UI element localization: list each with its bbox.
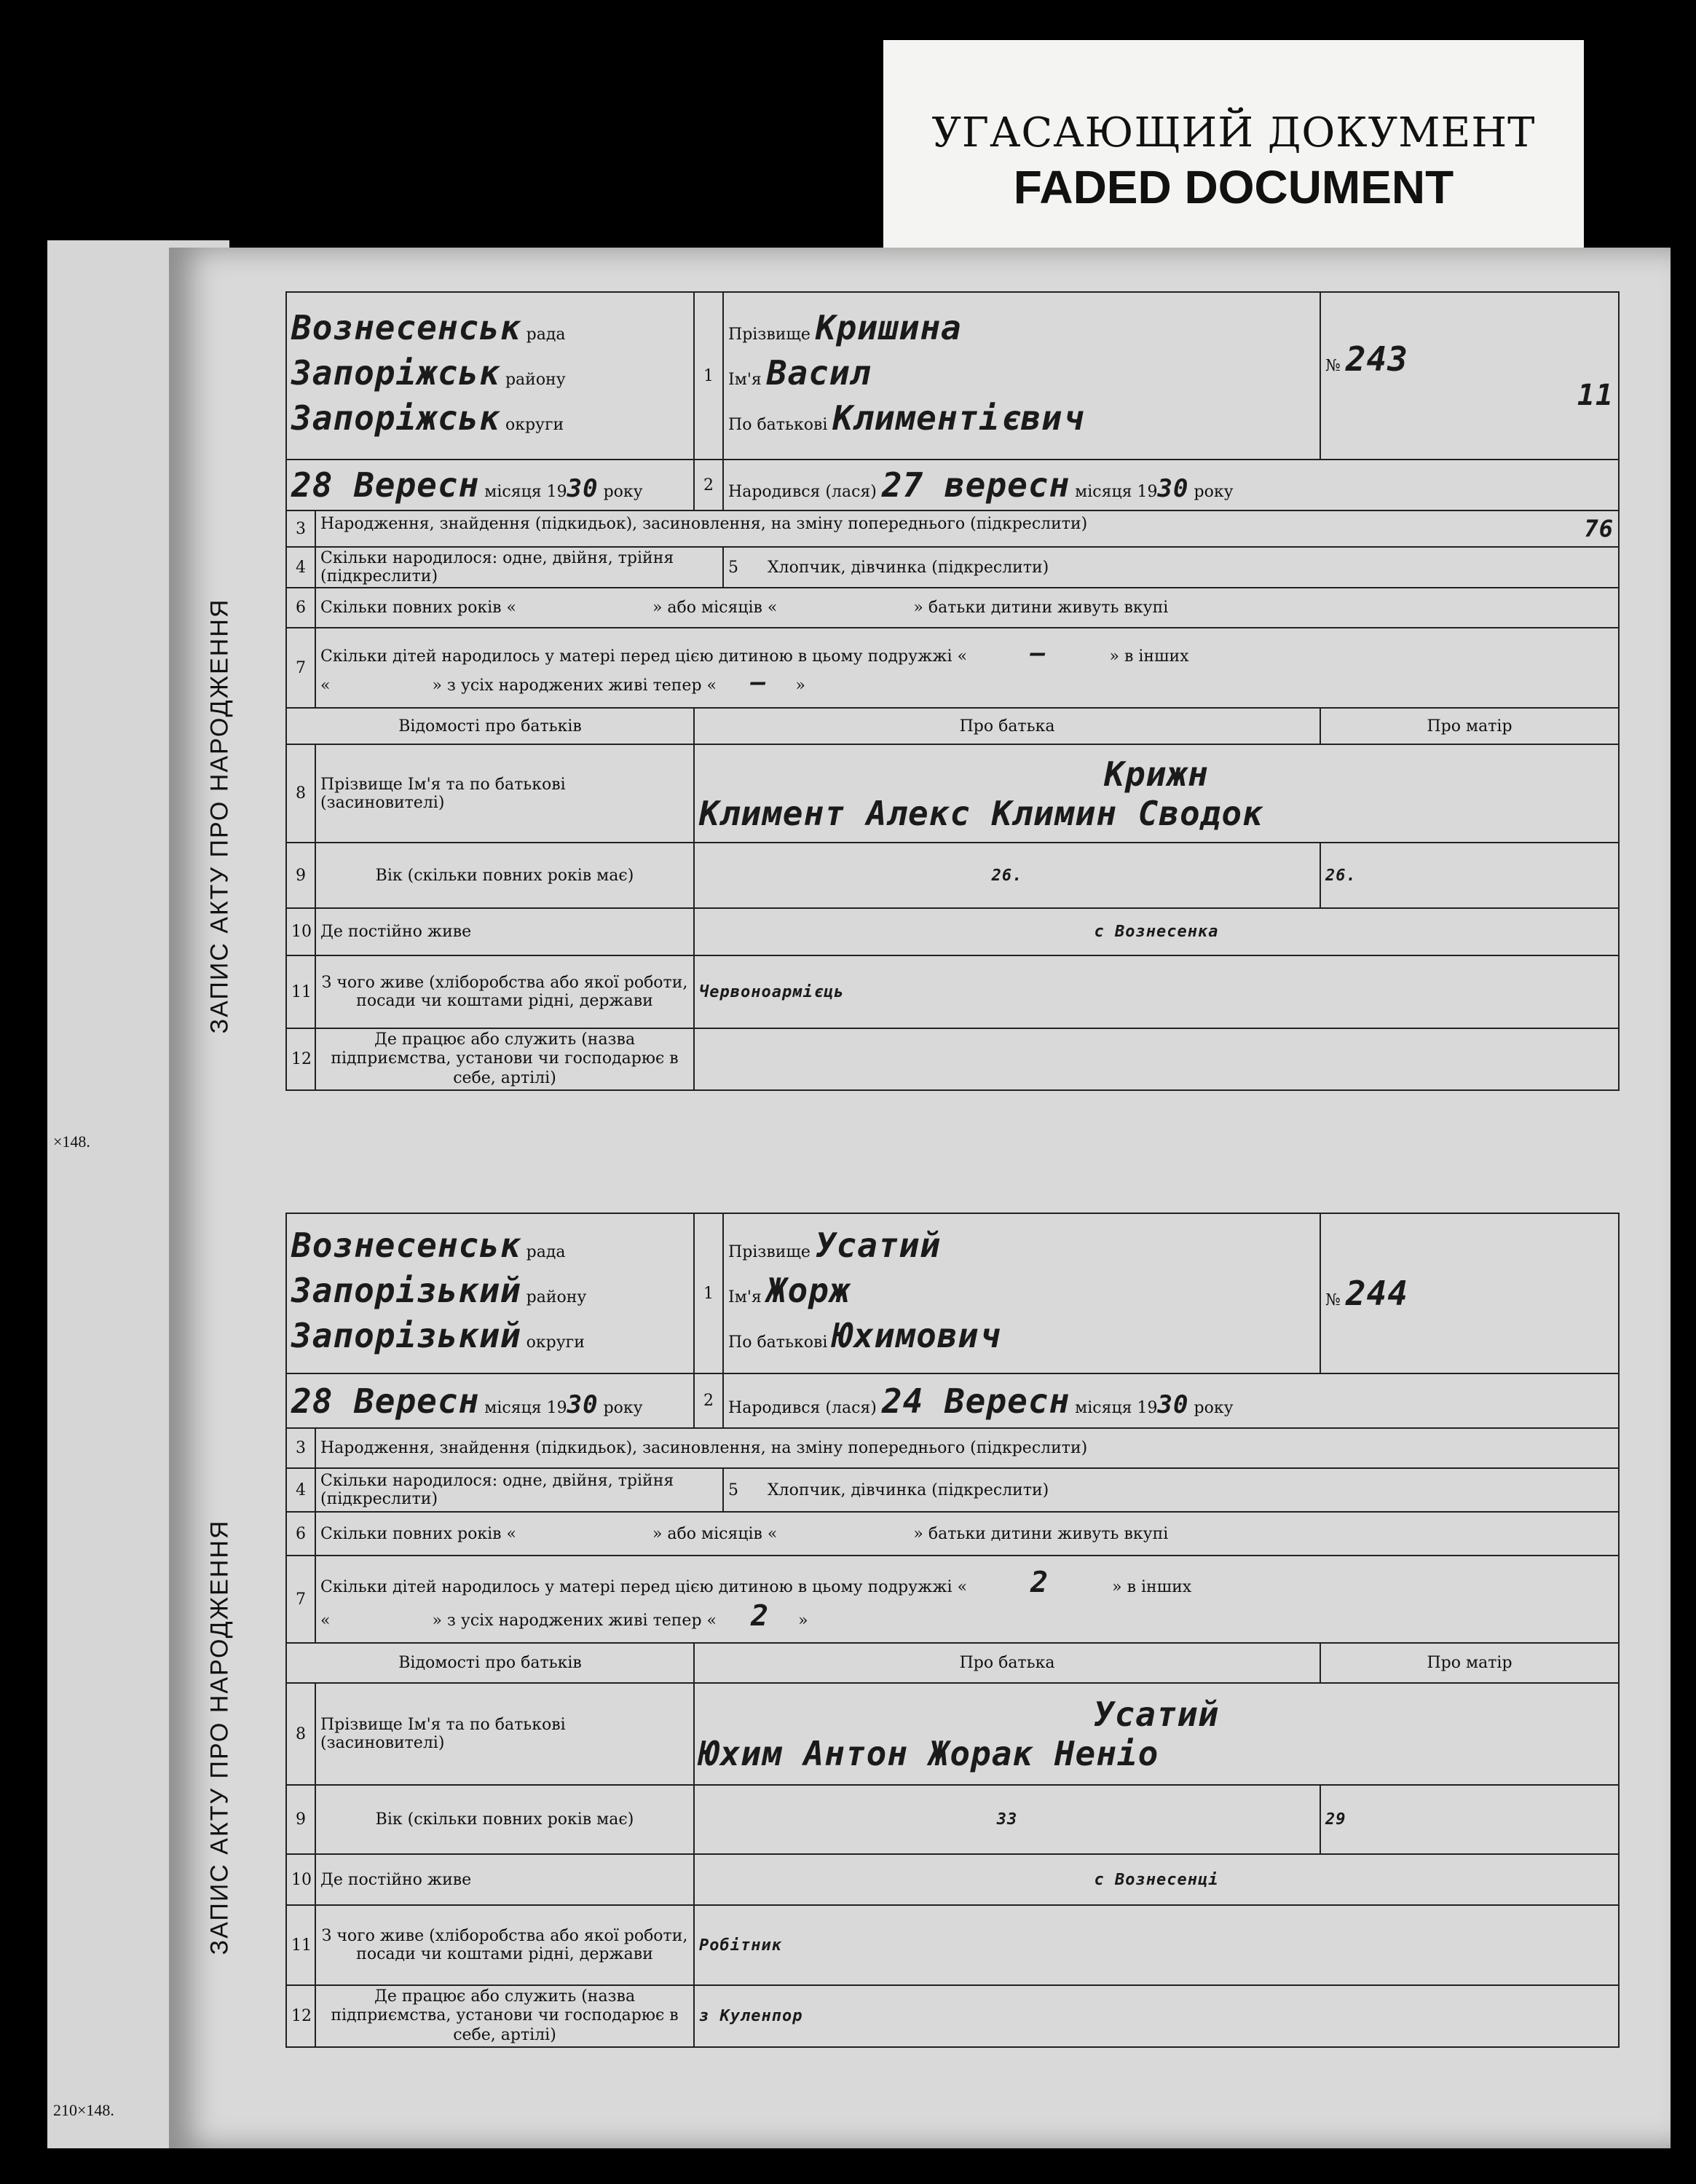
parents-residence: с Вознесенка [694,908,1619,955]
child-surname: Кришина [815,308,962,347]
residence-label: Де постійно живе [315,1854,694,1905]
birth-date: 27 вересн [881,465,1070,505]
occupation-label: З чого живе (хліборобства або якої роботи, посади чи коштами рідні, держави [315,955,694,1028]
okrug-value: Запорізький [291,1316,521,1355]
parents-cohabitation-row: Скільки повних років « » або місяців « » батьки дитини живуть вкупі [315,588,1619,628]
child-patronymic: Юхимович [832,1316,1000,1355]
parents-age-label: Вік (скільки повних років має) [315,843,694,908]
stamp-line-russian: УГАСАЮЩИЙ ДОКУМЕНТ [931,109,1536,157]
parents-surname: Крижн [1104,754,1209,794]
birth-record-2: ЗАПИС АКТУ ПРО НАРОДЖЕННЯ Вознесенськ рада Запорізький району Запорізький округи 1 Прізвище Усатий Ім'я Жорж По батькові Юхимович № 244 28 Вересн місяця 1930 року 2 Народився (лася) 24 Вересн місяця 1930 року 3 Народження, знайдення (підкидьок), засиновлення, на зміну попереднього (підкреслити) 4 Скільки народилося: одне, двійня, трійня (підкреслити) 5 Хлопчик, дівчинка (підкреслити) 6 Скільки повних років « » або місяців « » батьки дитини живуть вкупі 7 Скільки дітей народилось у матері перед цією дитиною в цьому подружжі « 2 » в інших « » з усіх народжених живі тепер « 2 » Відомості про батьків Про батька Про матір 8 Прізвище Ім'я та по батькові (засиновителі) Усатий Юхим Антон Жорак Неніо 9 Вік (скільки повних років має) 33 29 10 Де постійно живе с Вознесенці 11 З чого живе (хліборобства або якої роботи, посади чи коштами рідні, держави Робітник 12 Де працює або служить (назва підприємства, установи чи господарює в себе, артілі) з Куленпор [285,1213,1618,2048]
parents-workplace: з Куленпор [694,1985,1619,2047]
record-number-cell: № 244 [1320,1213,1619,1373]
birth-record-1: ЗАПИС АКТУ ПРО НАРОДЖЕННЯ Вознесенськ рада Запоріжськ району Запоріжськ округи 1 Прізвище Кришина Ім'я Васил По батькові Климентієвич № 243 11 28 Вересн місяця 1930 року 2 Народився (лася) 27 вересн місяця 1930 року 3 Народження, знайдення (підкидьок), засиновлення, на зміну попереднього (підкреслити) 76 4 Скільки народилося: одне, двійня, трійня (підкреслити) 5 Хлопчик, дівчинка (підкреслити) 6 Скільки повних років « » або місяців « » батьки дитини живуть вкупі 7 Скільки дітей народилось у матері перед цією дитиною в цьому подружжі « — » в інших « » з усіх народжених живі тепер « — » Відомості про батьків Про батька Про матір 8 Прізвище Ім'я та по батькові (засиновителі) Крижн Климент Алекс Климин Сводок 9 Вік (скільки повних років має) 26. 26. 10 Де постійно живе с Вознесенка 11 З чого живе (хліборобства або якої роботи, посади чи коштами рідні, держави Червоноармієць 12 Де працює або служить (назва підприємства, установи чи господарює в себе, артілі) [285,291,1618,1091]
child-name-cell: Прізвище Усатий Ім'я Жорж По батькові Юхимович [723,1213,1320,1373]
previous-children-row: Скільки дітей народилось у матері перед цією дитиною в цьому подружжі « — » в інших « » з усіх народжених живі тепер « — » [315,628,1619,708]
column-header-info: Відомості про батьків [286,708,694,744]
paper-size-label: 210×148. [53,2101,114,2119]
parents-occupation: Червоноармієць [694,955,1619,1028]
column-header-father: Про батька [694,708,1320,744]
registration-day: 28 Вересн [291,465,480,505]
record-number: 244 [1345,1274,1408,1313]
workplace-label: Де працює або служить (назва підприємства, установи чи господарює в себе, артілі) [315,1985,694,2047]
parents-given-names: Юхим Антон Жорак Неніо [699,1734,1159,1773]
rada-value: Вознесенськ [291,1226,521,1265]
register-page [169,248,1671,2148]
column-header-father: Про батька [694,1643,1320,1683]
record-number-cell: № 243 11 [1320,292,1619,460]
workplace-label: Де працює або служить (назва підприємства, установи чи господарює в себе, артілі) [315,1028,694,1090]
paper-size-label: ×148. [53,1132,90,1151]
faded-document-stamp [883,40,1584,251]
record-side-title: ЗАПИС АКТУ ПРО НАРОДЖЕННЯ [205,598,234,1033]
record-number: 243 [1345,339,1408,379]
child-surname: Усатий [815,1226,942,1265]
child-name-cell: Прізвище Кришина Ім'я Васил По батькові Климентієвич [723,292,1320,460]
father-age: 26. [694,843,1320,908]
living-children-count: 2 [750,1599,770,1633]
parents-cohabitation-row: Скільки повних років « » або місяців « » батьки дитини живуть вкупі [315,1512,1619,1556]
registry-office-cell: Вознесенськ рада Запоріжськ району Запоріжськ округи [286,292,694,460]
registry-office-cell: Вознесенськ рада Запорізький району Запорізький округи [286,1213,694,1373]
birth-date-cell: Народився (лася) 27 вересн місяця 1930 року [723,460,1619,510]
mother-age: 29 [1320,1785,1619,1854]
birth-count-row: Скільки народилося: одне, двійня, трійня (підкреслити) [315,1468,723,1512]
raion-value: Запорізький [291,1271,521,1310]
birth-date-cell: Народився (лася) 24 Вересн місяця 1930 року [723,1373,1619,1428]
parents-surname: Усатий [1093,1695,1220,1734]
child-sex-row: 5 Хлопчик, дівчинка (підкреслити) [723,547,1619,588]
child-sex-row: 5 Хлопчик, дівчинка (підкреслити) [723,1468,1619,1512]
parents-name-label: Прізвище Ім'я та по батькові (засиновителі) [315,1683,694,1785]
residence-label: Де постійно живе [315,908,694,955]
birth-type-row: Народження, знайдення (підкидьок), засиновлення, на зміну попереднього (підкреслити) [315,1428,1619,1468]
column-header-mother: Про матір [1320,708,1619,744]
birth-type-row: Народження, знайдення (підкидьок), засиновлення, на зміну попереднього (підкреслити) 76 [315,510,1619,547]
birth-count-row: Скільки народилося: одне, двійня, трійня (підкреслити) [315,547,723,588]
column-header-mother: Про матір [1320,1643,1619,1683]
mother-age: 26. [1320,843,1619,908]
child-name: Жорж [766,1271,851,1310]
birth-date: 24 Вересн [881,1381,1070,1421]
child-name: Васил [766,353,872,393]
parents-names-cell [694,744,1619,843]
stamp-line-english: FADED DOCUMENT [1013,161,1454,213]
child-patronymic: Климентієвич [832,398,1084,438]
margin-note: 11 [1577,379,1614,412]
parents-residence: с Вознесенці [694,1854,1619,1905]
rada-value: Вознесенськ [291,308,521,347]
column-header-info: Відомості про батьків [286,1643,694,1683]
previous-children-count: 2 [1030,1566,1049,1599]
parents-names-cell [694,1683,1619,1785]
occupation-label: З чого живе (хліборобства або якої роботи, посади чи коштами рідні, держави [315,1905,694,1985]
father-age: 33 [694,1785,1320,1854]
parents-given-names: Климент Алекс Климин Сводок [699,793,1263,833]
registration-date-cell: 28 Вересн місяця 1930 року [286,460,694,510]
parents-workplace [694,1028,1619,1090]
parents-age-label: Вік (скільки повних років має) [315,1785,694,1854]
registration-date-cell: 28 Вересн місяця 1930 року [286,1373,694,1428]
parents-name-label: Прізвище Ім'я та по батькові (засиновителі) [315,744,694,843]
raion-value: Запоріжськ [291,353,500,393]
previous-children-row: Скільки дітей народилось у матері перед цією дитиною в цьому подружжі « 2 » в інших « » з усіх народжених живі тепер « 2 » [315,1556,1619,1643]
parents-occupation: Робітник [694,1905,1619,1985]
registration-day: 28 Вересн [291,1381,480,1421]
okrug-value: Запоріжськ [291,398,500,438]
record-side-title: ЗАПИС АКТУ ПРО НАРОДЖЕННЯ [205,1519,234,1955]
